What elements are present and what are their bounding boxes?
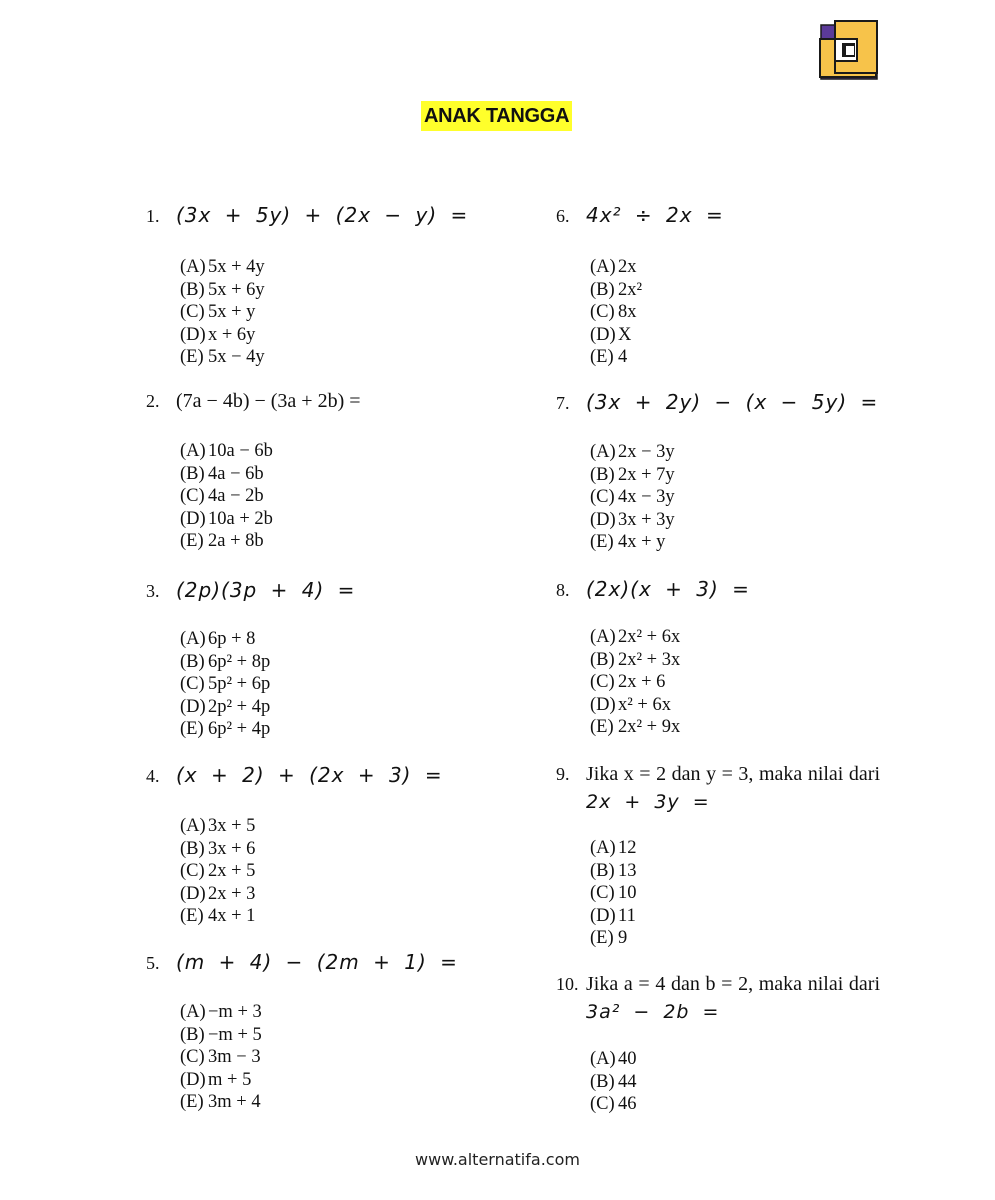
- question-number: 6.: [556, 206, 570, 226]
- option-b: (B) 2x² + 3x: [590, 649, 681, 670]
- option-b: (B) 6p² + 8p: [180, 651, 271, 672]
- option-list: [590, 626, 680, 739]
- option-e: (E) 2x² + 9x: [590, 717, 681, 737]
- option-c: (C) 4x − 3y: [590, 487, 675, 507]
- question-number: 5.: [146, 953, 160, 973]
- option-list: [590, 837, 637, 950]
- option-b: (B) 4a − 6b: [180, 463, 264, 484]
- option-a: (A) −m + 3: [180, 1002, 262, 1022]
- option-a: (A) 3x + 5: [180, 816, 256, 836]
- option-b: (B) 2x + 7y: [590, 464, 675, 485]
- option-d: (D) 10a + 2b: [180, 508, 273, 529]
- option-a: (A) 12: [590, 838, 637, 858]
- question-expression: (m + 4) − (2m + 1) =: [176, 950, 458, 974]
- option-a: (A) 6p + 8: [180, 629, 256, 649]
- option-d: (D) 2x + 3: [180, 883, 256, 904]
- option-d: (D) m + 5: [180, 1069, 252, 1090]
- option-e: (E) 3m + 4: [180, 1092, 261, 1112]
- option-list: [590, 256, 642, 369]
- option-d: (D) 11: [590, 905, 636, 926]
- question-text: Jika x = 2 dan y = 3, maka nilai dari 2x + 3y =: [586, 763, 880, 813]
- stacked-squares-logo: [818, 19, 880, 81]
- option-a: (A) 10a − 6b: [180, 441, 273, 461]
- option-b: (B) 3x + 6: [180, 838, 256, 859]
- question-number: 3.: [146, 581, 160, 601]
- logo-graphic: [818, 19, 880, 81]
- option-d: (D) 2p² + 4p: [180, 696, 271, 717]
- option-b: (B) −m + 5: [180, 1024, 262, 1045]
- question-number: 10.: [556, 974, 579, 994]
- question-8: [556, 577, 750, 737]
- option-list: [180, 256, 265, 369]
- option-e: (E) 5x − 4y: [180, 347, 265, 367]
- option-c: (C) 5x + y: [180, 302, 256, 322]
- question-number: 2.: [146, 391, 160, 411]
- option-b: (B) 5x + 6y: [180, 279, 265, 300]
- question-2: [146, 390, 361, 551]
- option-c: (C) 8x: [590, 302, 637, 322]
- option-d: (D) x + 6y: [180, 324, 256, 345]
- option-e: (E) 6p² + 4p: [180, 719, 271, 739]
- page-title: ANAK TANGGA: [421, 101, 572, 131]
- option-list: [180, 1001, 262, 1114]
- option-c: (C) 2x + 5: [180, 861, 256, 881]
- option-e: (E) 4: [590, 347, 628, 367]
- option-e: (E) 4x + y: [590, 532, 666, 552]
- question-expression: 3a² − 2b =: [586, 1001, 720, 1023]
- option-c: (C) 4a − 2b: [180, 486, 264, 506]
- question-1: [146, 203, 469, 367]
- question-5: [146, 950, 458, 1112]
- question-text: Jika a = 4 dan b = 2, maka nilai dari 3a² − 2b =: [586, 973, 880, 1023]
- question-expression: 4x² ÷ 2x =: [586, 203, 724, 227]
- option-b: (B) 13: [590, 860, 637, 881]
- option-a: (A) 2x − 3y: [590, 442, 675, 462]
- option-d: (D) X: [590, 324, 632, 345]
- question-expression: (3x + 2y) − (x − 5y) =: [586, 390, 879, 414]
- option-a: (A) 2x² + 6x: [590, 627, 681, 647]
- option-list: [180, 815, 255, 928]
- option-b: (B) 2x²: [590, 279, 643, 300]
- option-a: (A) 40: [590, 1049, 637, 1069]
- question-4: [146, 763, 443, 926]
- option-list: [180, 628, 270, 741]
- option-b: (B) 44: [590, 1071, 637, 1092]
- option-c: (C) 5p² + 6p: [180, 674, 271, 694]
- question-expression: (3x + 5y) + (2x − y) =: [176, 203, 469, 227]
- question-number: 8.: [556, 580, 570, 600]
- question-expression: (7a − 4b) − (3a + 2b) =: [176, 390, 361, 412]
- option-list: [590, 441, 675, 554]
- option-c: (C) 46: [590, 1094, 637, 1114]
- question-10: [556, 970, 880, 1114]
- footer-url: www.alternatifa.com: [415, 1150, 580, 1169]
- question-number: 7.: [556, 393, 570, 413]
- question-number: 9.: [556, 764, 570, 784]
- option-c: (C) 2x + 6: [590, 672, 666, 692]
- option-d: (D) x² + 6x: [590, 694, 671, 715]
- option-d: (D) 3x + 3y: [590, 509, 675, 530]
- question-number: 4.: [146, 766, 160, 786]
- question-9: [556, 760, 880, 948]
- question-3: [146, 578, 356, 739]
- question-expression: (x + 2) + (2x + 3) =: [176, 763, 443, 787]
- option-a: (A) 2x: [590, 257, 637, 277]
- question-expression: 2x + 3y =: [586, 791, 710, 813]
- option-e: (E) 2a + 8b: [180, 531, 264, 551]
- question-expression: (2p)(3p + 4) =: [176, 578, 356, 602]
- option-list: [180, 440, 273, 553]
- question-number: 1.: [146, 206, 160, 226]
- question-expression: (2x)(x + 3) =: [586, 577, 750, 601]
- option-c: (C) 3m − 3: [180, 1047, 261, 1067]
- question-6: [556, 203, 724, 367]
- option-list: [590, 1048, 637, 1116]
- option-a: (A) 5x + 4y: [180, 257, 265, 277]
- question-7: [556, 390, 879, 552]
- option-c: (C) 10: [590, 883, 637, 903]
- option-e: (E) 4x + 1: [180, 906, 256, 926]
- option-e: (E) 9: [590, 928, 628, 948]
